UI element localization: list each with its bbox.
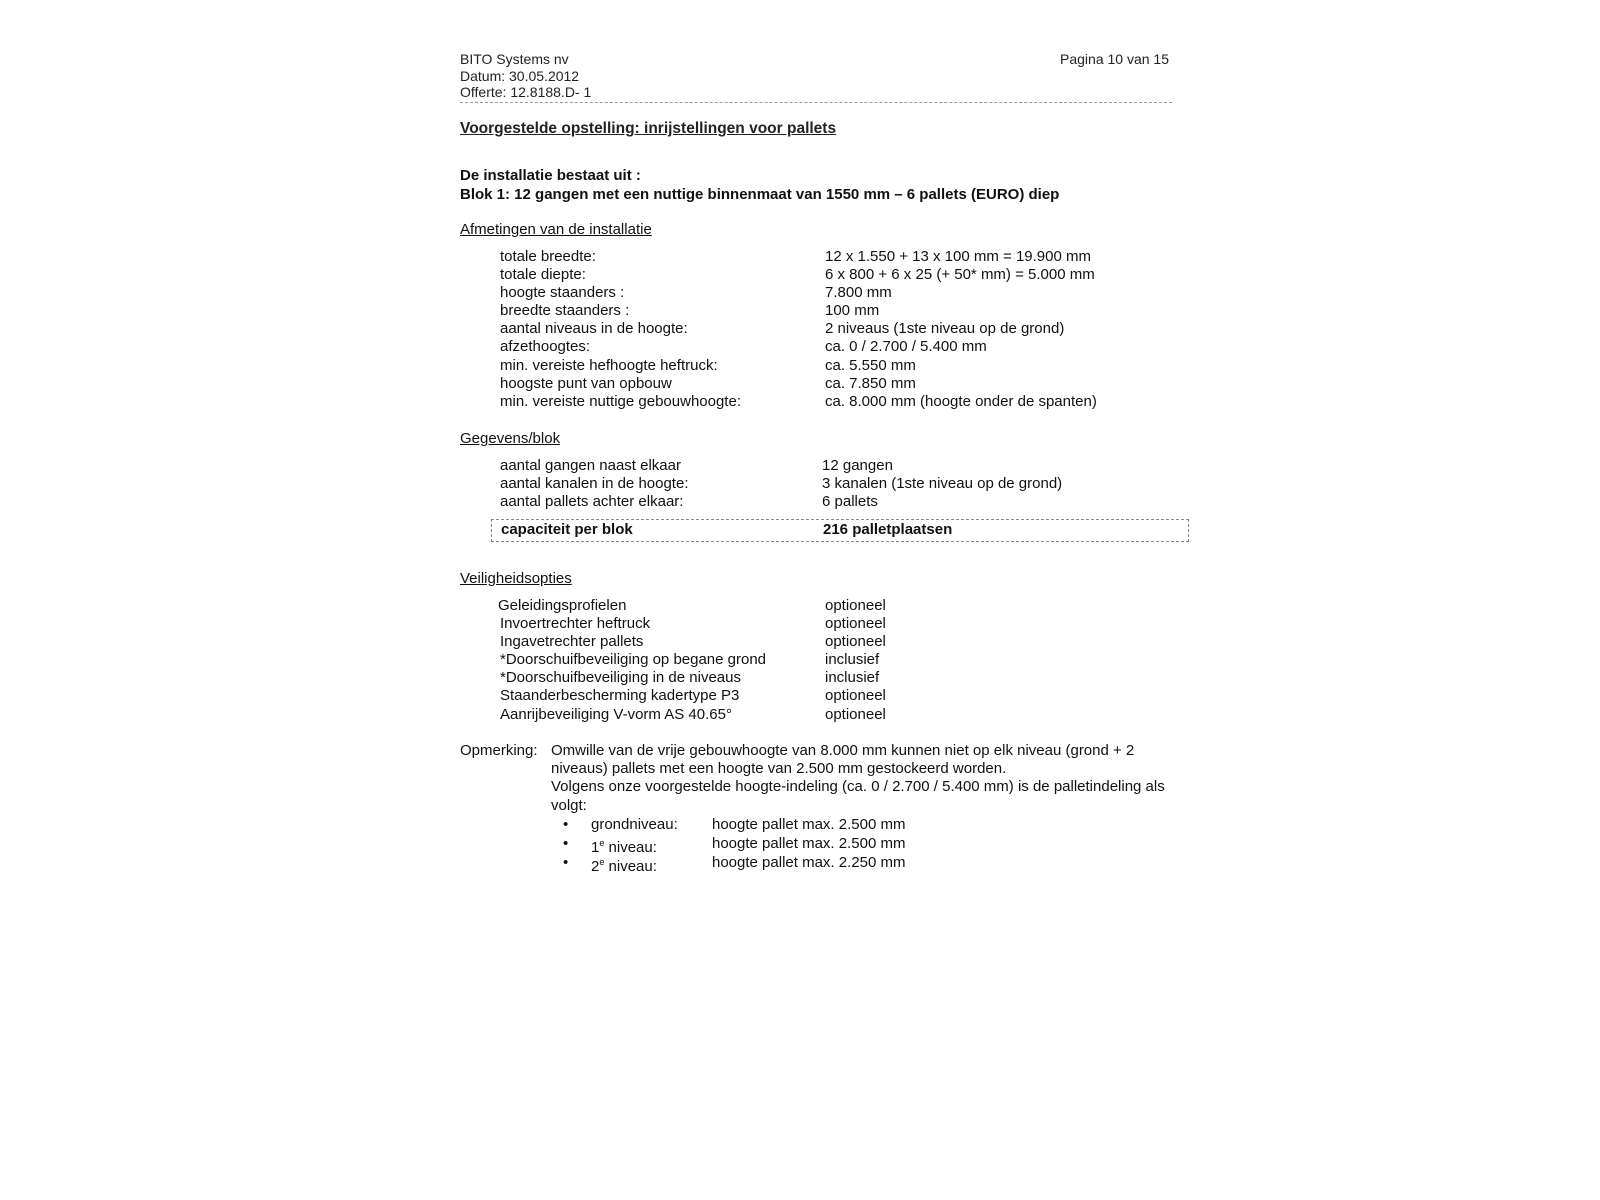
level-name: [591, 815, 678, 834]
block-label: aantal pallets achter elkaar:: [500, 493, 684, 511]
safety-option: *Doorschuifbeveiliging in de niveaus: [500, 669, 741, 687]
spec-label: aantal niveaus in de hoogte:: [500, 320, 688, 338]
section-heading-safety: Veiligheidsopties: [460, 570, 572, 587]
spec-label: min. vereiste hefhoogte heftruck:: [500, 356, 718, 374]
safety-status: optioneel: [825, 705, 886, 723]
spec-value: 2 niveaus (1ste niveau op de grond): [825, 320, 1065, 338]
header-divider: [460, 102, 1172, 103]
bullet-icon: •: [563, 835, 569, 852]
level-number: 1: [591, 839, 600, 856]
section-heading-block-data: Gegevens/blok: [460, 430, 561, 447]
bullet-icon: •: [563, 816, 569, 833]
spec-value: 12 x 1.550 + 13 x 100 mm = 19.900 mm: [825, 248, 1091, 265]
document-date: Datum: 30.05.2012: [460, 67, 580, 84]
capacity-box: [491, 519, 1189, 542]
safety-status: inclusief: [825, 669, 880, 687]
level-suffix: e: [599, 857, 605, 867]
level-value: hoogte pallet max. 2.500 mm: [712, 816, 906, 833]
safety-option: Aanrijbeveiliging V-vorm AS 40.65°: [500, 705, 732, 723]
safety-status: optioneel: [825, 615, 886, 633]
safety-option: Invoertrechter heftruck: [500, 615, 651, 633]
company-name: BITO Systems nv: [460, 51, 569, 67]
safety-status: inclusief: [825, 651, 880, 669]
safety-option: Staanderbescherming kadertype P3: [500, 687, 740, 705]
remark-paragraph-1: Omwille van de vrije gebouwhoogte van 8.000 mm kunnen niet op elk niveau (grond + 2 niveaus) pallets met een hoogte van 2.500 mm gestockeerd worden.: [551, 742, 1135, 778]
capacity-label: capaciteit per blok: [501, 521, 633, 538]
block-value: 6 pallets: [822, 493, 878, 511]
capacity-value: 216 palletplaatsen: [823, 521, 953, 538]
level-name-text: niveau:: [604, 858, 657, 875]
remark-body: [551, 742, 1181, 815]
spec-value: 6 x 800 + 6 x 25 (+ 50* mm) = 5.000 mm: [825, 266, 1095, 284]
safety-status: optioneel: [825, 597, 886, 614]
spec-label: afzethoogtes:: [500, 338, 591, 356]
bullet-icon: •: [563, 854, 569, 871]
safety-status: optioneel: [825, 687, 886, 705]
offer-number: Offerte: 12.8188.D- 1: [460, 84, 592, 100]
remark-label: Opmerking:: [460, 742, 538, 759]
spec-value: 100 mm: [825, 302, 880, 320]
section-heading-dimensions: Afmetingen van de installatie: [460, 221, 652, 238]
level-value: hoogte pallet max. 2.250 mm: [712, 854, 906, 871]
spec-label: min. vereiste nuttige gebouwhoogte:: [500, 392, 741, 410]
page-title: Voorgestelde opstelling: inrijstellingen voor pallets: [460, 120, 837, 137]
block-label: aantal kanalen in de hoogte:: [500, 475, 689, 493]
level-name-text: grondniveau:: [591, 816, 678, 833]
spec-label: hoogte staanders :: [500, 284, 625, 302]
page-number: Pagina 10 van 15: [1060, 51, 1169, 67]
spec-value: ca. 5.550 mm: [825, 356, 916, 374]
spec-value: 7.800 mm: [825, 284, 892, 302]
spec-label: breedte staanders :: [500, 302, 630, 320]
spec-value: ca. 0 / 2.700 / 5.400 mm: [825, 338, 987, 356]
block-value: 3 kanalen (1ste niveau op de grond): [822, 475, 1063, 493]
safety-option: Ingavetrechter pallets: [500, 633, 644, 651]
spec-label: totale diepte:: [500, 266, 586, 284]
remark-paragraph-2: Volgens onze voorgestelde hoogte-indeling (ca. 0 / 2.700 / 5.400 mm) is de palletindeling als volgt:: [551, 778, 1165, 814]
page-header: [460, 51, 1169, 101]
spec-value: ca. 7.850 mm: [825, 374, 916, 392]
level-suffix: e: [599, 838, 605, 848]
block-value: 12 gangen: [822, 457, 893, 474]
spec-value: ca. 8.000 mm (hoogte onder de spanten): [825, 392, 1097, 410]
safety-option: *Doorschuifbeveiliging op begane grond: [500, 651, 767, 669]
spec-label: hoogste punt van opbouw: [500, 374, 672, 392]
safety-option: Geleidingsprofielen: [498, 597, 627, 614]
safety-status: optioneel: [825, 633, 886, 651]
intro: [460, 167, 1059, 204]
level-number: 2: [591, 858, 600, 875]
intro-line-1: De installatie bestaat uit :: [460, 167, 641, 184]
intro-line-2: Blok 1: 12 gangen met een nuttige binnenmaat van 1550 mm – 6 pallets (EURO) diep: [460, 185, 1060, 203]
level-name-text: niveau:: [604, 839, 657, 856]
block-label: aantal gangen naast elkaar: [500, 457, 681, 474]
level-value: hoogte pallet max. 2.500 mm: [712, 835, 906, 852]
spec-label: totale breedte:: [500, 248, 596, 265]
level-name: [591, 853, 657, 876]
